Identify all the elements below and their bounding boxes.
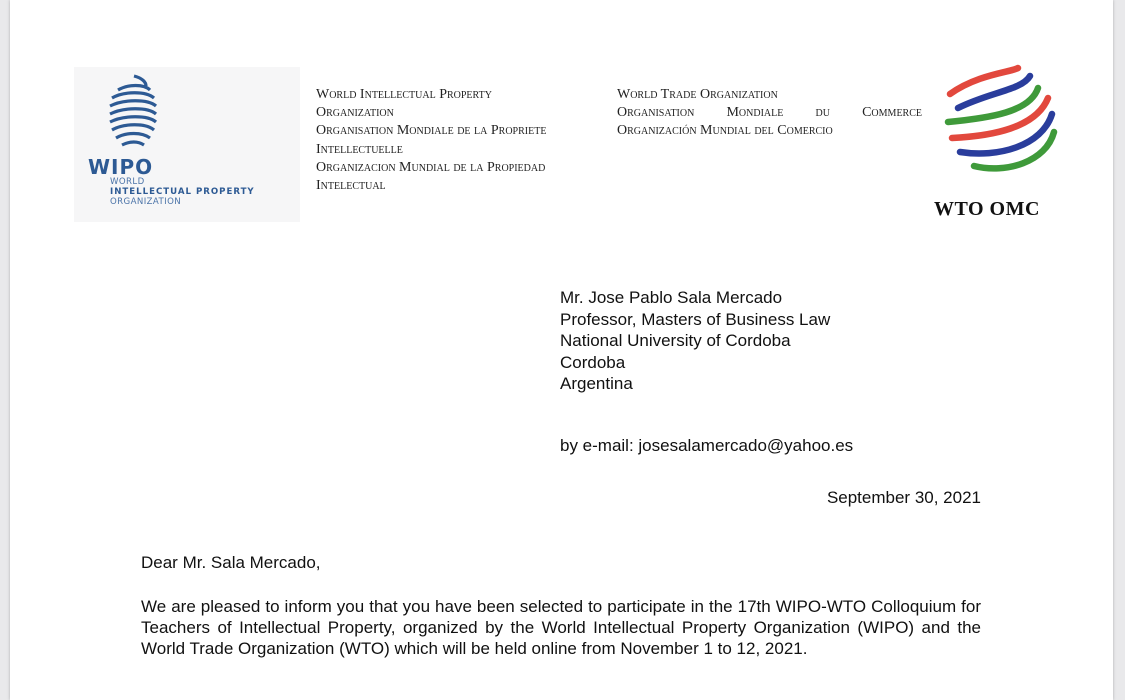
salutation: Dear Mr. Sala Mercado, <box>141 553 321 572</box>
wipo-globe-icon <box>104 72 164 156</box>
wipo-organization-names <box>316 86 546 195</box>
letter-date: September 30, 2021 <box>826 488 981 507</box>
wipo-name-line: Intellectuelle <box>316 141 403 157</box>
wto-name-line: Organización Mundial del Comercio <box>617 123 833 139</box>
wipo-logo-subtitle: WORLD INTELLECTUAL PROPERTY ORGANIZATION <box>110 177 255 207</box>
letter-page <box>10 0 1113 700</box>
recipient-address <box>560 287 830 395</box>
wto-logo-icon <box>930 62 1070 192</box>
recipient-institution: National University of Cordoba <box>560 331 791 350</box>
wipo-name-line: Intelectual <box>316 178 386 194</box>
wipo-name-line: World Intellectual Property <box>316 87 492 102</box>
recipient-email: by e-mail: josesalamercado@yahoo.es <box>560 436 854 455</box>
wto-name-line: Organisation Mondiale du Commerce <box>617 105 922 121</box>
wto-name-line: World Trade Organization <box>617 87 778 102</box>
wipo-wordmark: WIPO <box>88 155 154 179</box>
wipo-name-line: Organization <box>316 105 394 121</box>
wto-organization-names <box>617 86 922 141</box>
wto-omc-label: WTO OMC <box>934 198 1040 220</box>
recipient-country: Argentina <box>560 374 633 393</box>
recipient-name: Mr. Jose Pablo Sala Mercado <box>560 288 783 307</box>
wipo-name-line: Organizacion Mundial de la Propiedad <box>316 159 546 175</box>
wipo-name-line: Organisation Mondiale de la Propriete <box>316 123 547 139</box>
body-paragraph: We are pleased to inform you that you have been selected to participate in the 17th WIPO-WTO Colloquium for Teachers of Intellectual Property, organized by the World Intellectual Property Organization (WIPO) and the World Trade Organization (WTO) which will be held online from November 1 to 12, 2021. <box>141 597 981 658</box>
recipient-title: Professor, Masters of Business Law <box>560 309 831 329</box>
wipo-logo <box>74 67 300 222</box>
recipient-city: Cordoba <box>560 352 626 372</box>
